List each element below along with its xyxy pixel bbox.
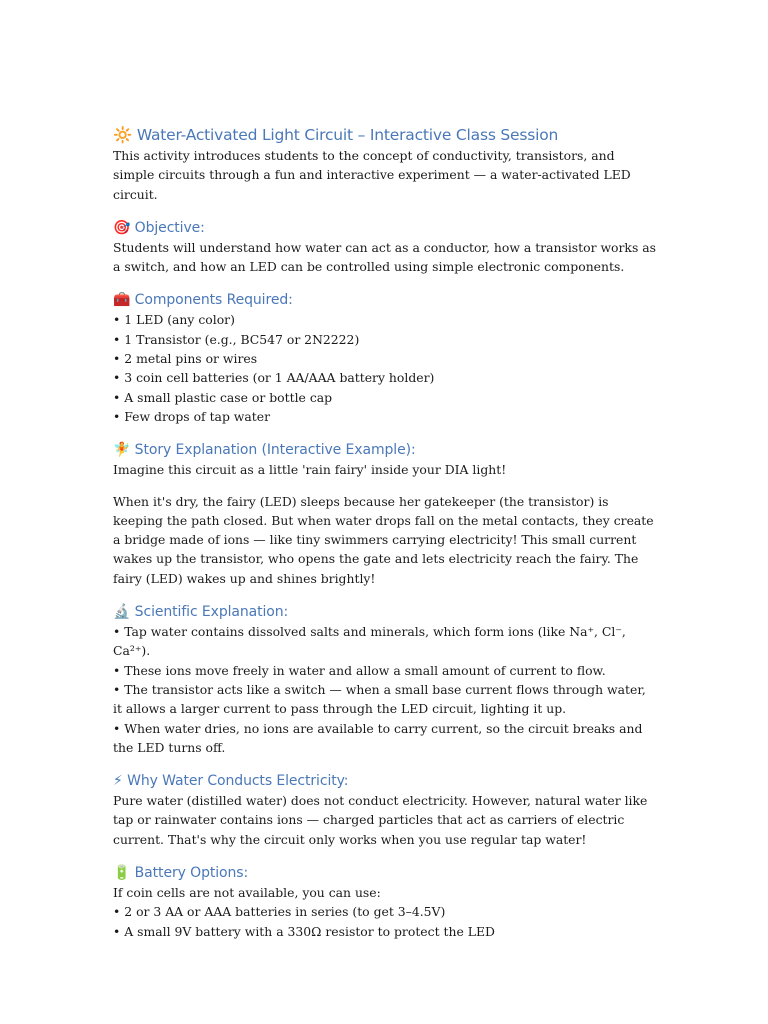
- components-heading: 🧰 Components Required:: [113, 292, 293, 309]
- list-item: • 2 or 3 AA or AAA batteries in series (to get 3–4.5V): [113, 904, 446, 920]
- conducts-heading: ⚡ Why Water Conducts Electricity:: [113, 773, 349, 790]
- objective-paragraph: Students will understand how water can act as a conductor, how a transistor works as a switch, and how an LED can be controlled using simple electronic components.: [113, 239, 656, 275]
- list-item: • 3 coin cell batteries (or 1 AA/AAA battery holder): [113, 370, 435, 386]
- components-list: [113, 310, 658, 426]
- story-paragraph-1: Imagine this circuit as a little 'rain fairy' inside your DIA light!: [113, 462, 507, 478]
- list-item: • 1 LED (any color): [113, 312, 235, 328]
- list-item: • 2 metal pins or wires: [113, 351, 258, 367]
- list-item: • Tap water contains dissolved salts and minerals, which form ions (like Na⁺, Cl⁻, Ca²⁺).: [113, 624, 626, 659]
- list-item: • Few drops of tap water: [113, 408, 271, 424]
- battery-intro: If coin cells are not available, you can use:: [113, 885, 381, 901]
- intro-paragraph: This activity introduces students to the concept of conductivity, transistors, and simple circuits through a fun and interactive experiment — a water-activated LED circuit.: [113, 148, 631, 202]
- battery-heading: 🔋 Battery Options:: [113, 865, 249, 882]
- document-page: [113, 124, 658, 941]
- list-item: • The transistor acts like a switch — when a small base current flows through water, it allows a larger current to pass through the LED circuit, lighting it up.: [113, 681, 646, 717]
- scientific-heading: 🔬 Scientific Explanation:: [113, 604, 289, 621]
- battery-list: [113, 902, 658, 941]
- story-paragraph-2: When it's dry, the fairy (LED) sleeps because her gatekeeper (the transistor) is keeping the path closed. But when water drops fall on the metal contacts, they create a bridge made of ions — like tiny swimmers carrying electricity! This small current wakes up the transistor, who opens the gate and lets electricity reach the fairy. The fairy (LED) wakes up and shines brightly!: [113, 493, 654, 586]
- scientific-list: [113, 622, 658, 757]
- list-item: • A small 9V battery with a 330Ω resistor to protect the LED: [113, 923, 495, 939]
- conducts-paragraph: Pure water (distilled water) does not conduct electricity. However, natural water like tap or rainwater contains ions — charged particles that act as carriers of electric current. That's why the circuit only works when you use regular tap water!: [113, 793, 648, 847]
- list-item: • A small plastic case or bottle cap: [113, 389, 333, 405]
- list-item: • When water dries, no ions are available to carry current, so the circuit breaks and the LED turns off.: [113, 720, 643, 755]
- story-heading: 🧚 Story Explanation (Interactive Example):: [113, 442, 416, 459]
- document-title: 🔆 Water-Activated Light Circuit – Interactive Class Session: [113, 126, 559, 144]
- objective-heading: 🎯 Objective:: [113, 219, 205, 236]
- list-item: • 1 Transistor (e.g., BC547 or 2N2222): [113, 331, 360, 347]
- list-item: • These ions move freely in water and allow a small amount of current to flow.: [113, 662, 606, 678]
